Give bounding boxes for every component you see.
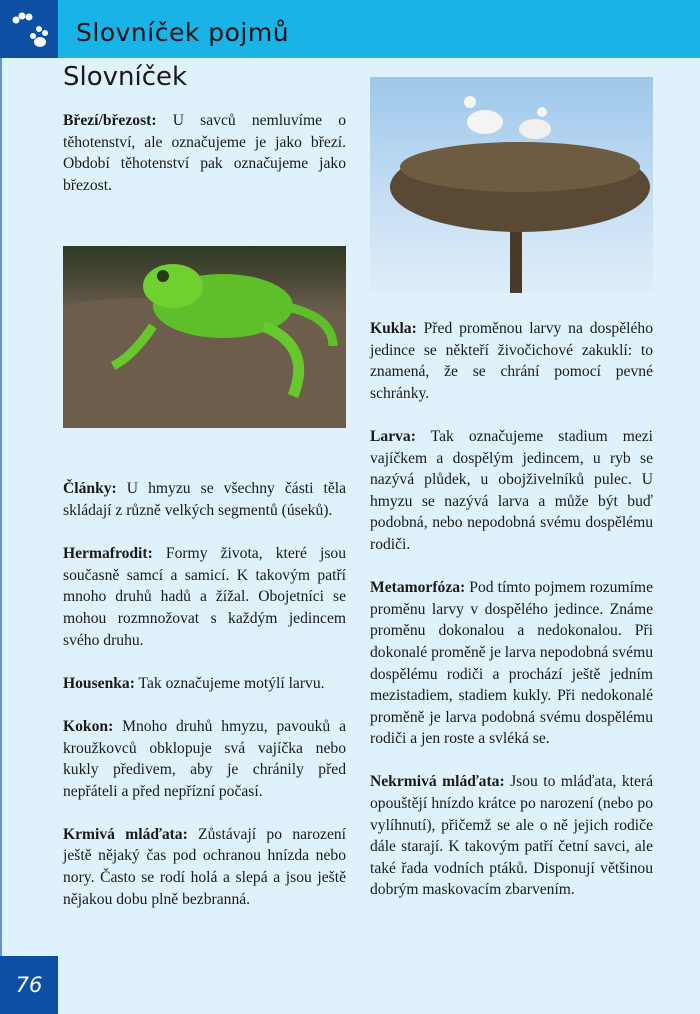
definition: Zůstávají po narození ještě nějaký čas pod ochranou hnízda nebo nory. Často se rodí holá a slepá a jsou ještě nějakou dobu plně bezbranná.	[63, 825, 347, 908]
term: Nekrmivá mláďata:	[370, 773, 505, 791]
term: Housenka:	[63, 674, 135, 692]
right-column	[370, 77, 653, 923]
section-title: Slovníček	[63, 62, 188, 92]
glossary-entry	[370, 318, 653, 404]
tree-frog-photo	[63, 246, 346, 428]
definition: Pod tímto pojmem rozumíme proměnu larvy v dospělého jedince. Známe proměnu dokonalou a nedokonalou. Při dokonalé proměně je larva nepodobná svému dospělému rodiči a prochází ještě jedním mezistadiem, stadiem kukly. Při nedokonalé proměně je larva podobná svému dospělému rodiči a jen roste a svléká se.	[370, 579, 653, 748]
glossary-entry	[63, 673, 346, 695]
left-column	[63, 62, 346, 932]
page-number: 76	[0, 956, 58, 1014]
definition: Tak označujeme stadium mezi vajíčkem a dospělým jedincem, u ryb se nazývá plůdek, u obojživelníků pulec. U hmyzu se nazývá larva a může být buď podobná, nebo nepodobná svému dospělému rodiči.	[370, 427, 653, 553]
glossary-entry	[63, 543, 346, 651]
definition: Tak označujeme motýlí larvu.	[134, 674, 325, 692]
term: Hermafrodit:	[63, 545, 153, 563]
chapter-header	[0, 0, 700, 58]
definition: U hmyzu se všechny části těla skládají z různě velkých segmentů (úseků).	[63, 480, 346, 519]
page-edge	[0, 58, 2, 956]
definition: Formy života, které jsou současně samcí a samicí. K takovým patří mnoho druhů hadů a žížal. Obojetníci se mohou rozmnožovat s každým jedincem svého druhu.	[63, 545, 346, 649]
glossary-entry	[370, 577, 653, 750]
glossary-entry	[370, 771, 653, 901]
term: Krmivá mláďata:	[63, 825, 188, 843]
term: Články:	[63, 480, 117, 498]
term: Březí/březost:	[63, 112, 157, 129]
term: Metamorfóza:	[370, 579, 466, 597]
glossary-entry	[63, 478, 346, 521]
glossary-entry	[63, 824, 346, 910]
glossary-entry	[370, 426, 653, 556]
term: Kukla:	[370, 320, 417, 337]
definition: Před proměnou larvy na dospělého jedince se někteří živočichové zakuklí: to znamená, že se chrání pomocí pevné schránky.	[370, 320, 653, 402]
definition: Jsou to mláďata, která opouštějí hnízdo krátce po narození (nebo po vylíhnutí), přičemž se ale o ně jejich rodiče dále starají. K takovým patří četní savci, ale také řada vodních ptáků. Disponují většinou dobrým maskovacím zbarvením.	[370, 773, 653, 899]
glossary-entry	[63, 110, 346, 196]
definition: U savců nemluvíme o těhotenství, ale označujeme je jako březí. Období těhotenství pak označujeme jako březost.	[63, 112, 346, 194]
term: Larva:	[370, 427, 416, 445]
chapter-title: Slovníček pojmů	[76, 18, 290, 47]
definition: Mnoho druhů hmyzu, pavouků a kroužkovců obklopuje svá vajíčka nebo kukly předivem, aby je chránily před nepřáteli a před nepřízní počasí.	[63, 717, 346, 800]
paw-prints-icon	[0, 0, 58, 58]
glossary-entry	[63, 716, 346, 802]
stork-nest-photo	[370, 77, 653, 293]
term: Kokon:	[63, 717, 114, 735]
